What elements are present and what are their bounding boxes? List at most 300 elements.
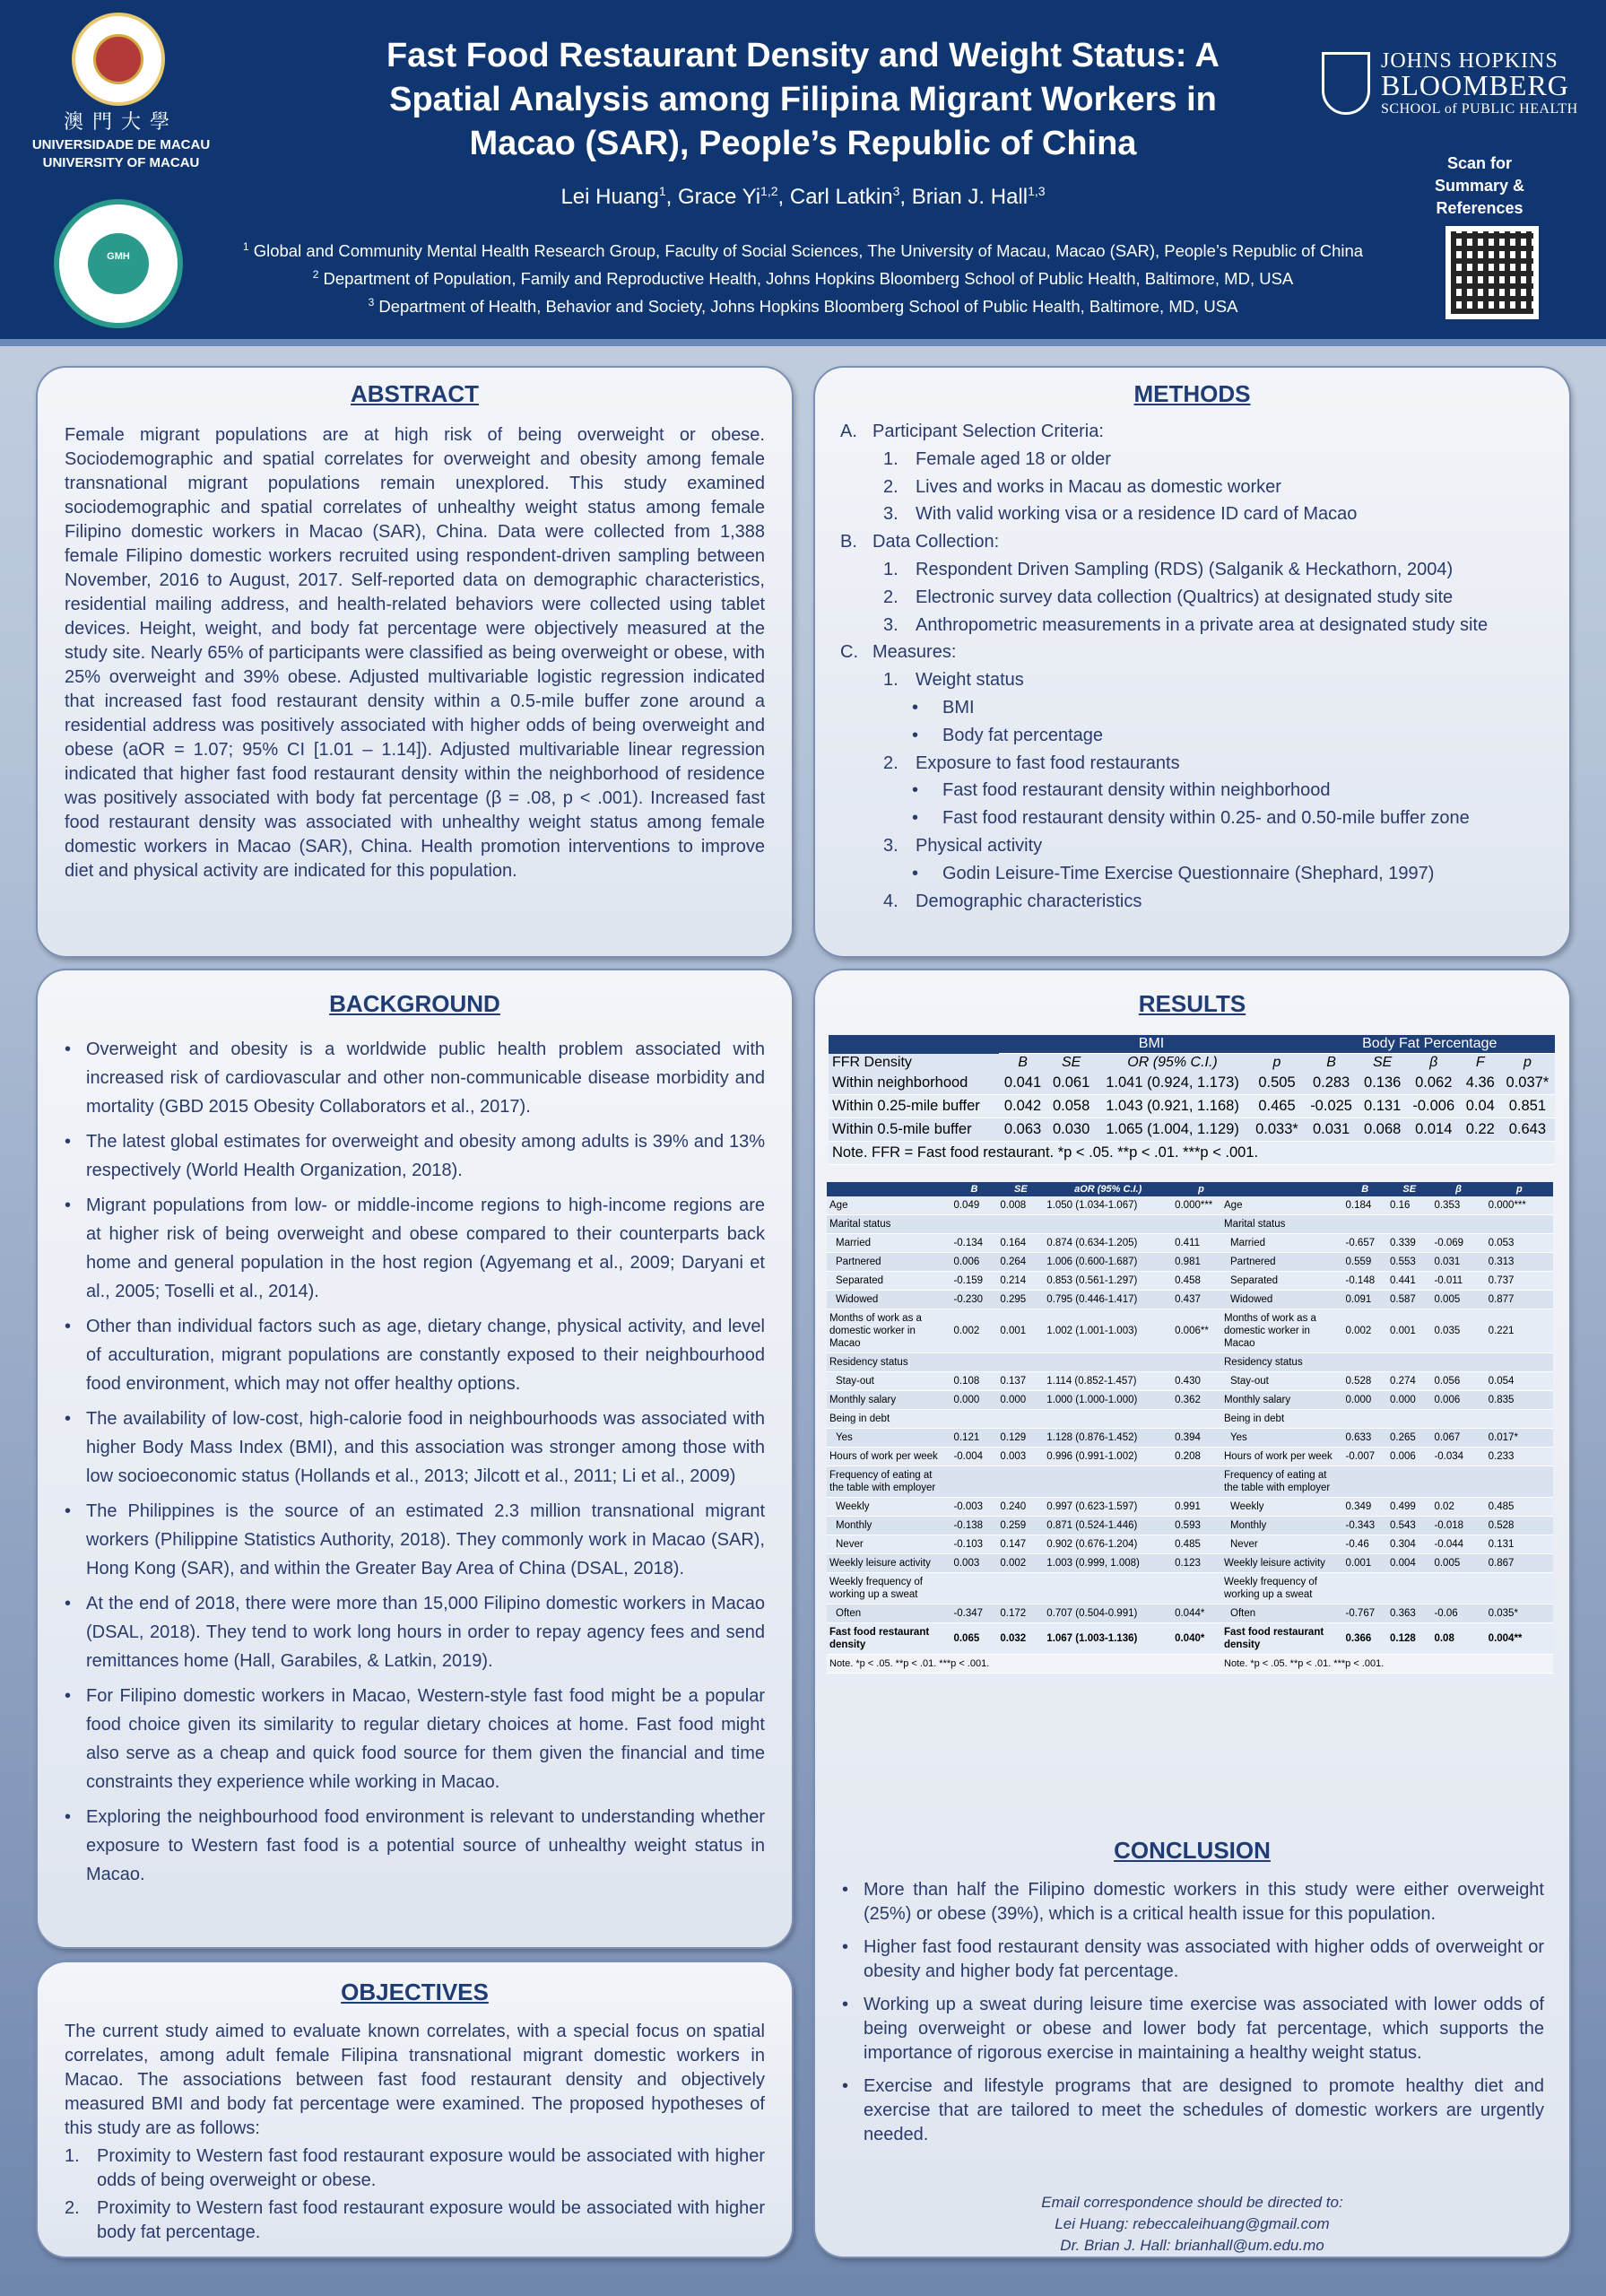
- table-cell: 0.430: [1172, 1372, 1230, 1391]
- table-cell: Monthly: [1221, 1517, 1343, 1535]
- table-cell: 0.006**: [1172, 1309, 1230, 1353]
- table-cell: 0.001: [1343, 1554, 1387, 1573]
- table-cell: -0.004: [951, 1448, 997, 1466]
- affiliation: [206, 291, 1400, 318]
- table-cell: 0.068: [1359, 1118, 1407, 1142]
- table-cell: 0.553: [1387, 1253, 1431, 1272]
- table-cell: 0.003: [951, 1554, 997, 1573]
- conclusion-bullet: • More than half the Filipino domestic workers in this study were either overweight (25%) or obese (39%), which is a critical health issue for this population.: [840, 1878, 1544, 1926]
- table-row: [827, 1272, 1230, 1291]
- hypothesis-item: [65, 2196, 765, 2245]
- author-name: Lei Huang: [560, 185, 659, 209]
- table-cell: [997, 1573, 1044, 1605]
- table-cell: [1486, 1573, 1553, 1605]
- table-cell: [1044, 1466, 1172, 1498]
- table-row: [1221, 1573, 1553, 1605]
- table-cell: -0.006: [1407, 1095, 1461, 1118]
- table-header-cell: FFR Density: [829, 1054, 999, 1073]
- table-cell: -0.003: [951, 1498, 997, 1517]
- table-cell: 0.137: [997, 1372, 1044, 1391]
- table-row: [1221, 1309, 1553, 1353]
- methods-item-text: Exposure to fast food restaurants: [916, 752, 1180, 773]
- table-cell: 0.737: [1486, 1272, 1553, 1291]
- affiliation: [206, 235, 1400, 263]
- table-row: [1221, 1517, 1553, 1535]
- table-cell: [1387, 1573, 1431, 1605]
- table-cell: Marital status: [827, 1215, 951, 1234]
- table-cell: Age: [827, 1196, 951, 1215]
- methods-item: [840, 556, 1551, 584]
- table-note: Note. *p < .05. **p < .01. ***p < .001.: [1221, 1655, 1553, 1674]
- table-cell: 0.366: [1343, 1623, 1387, 1655]
- table-cell: Fast food restaurant density: [827, 1623, 951, 1655]
- table-cell: 0.902 (0.676-1.204): [1044, 1535, 1172, 1554]
- table-note-row: [829, 1142, 1555, 1165]
- table-cell: 0.128: [1387, 1623, 1431, 1655]
- table-cell: 0.349: [1343, 1498, 1387, 1517]
- table-row: [829, 1118, 1555, 1142]
- table-cell: Separated: [827, 1272, 951, 1291]
- table-cell: [1387, 1410, 1431, 1429]
- affiliation-text: Department of Health, Behavior and Society, Johns Hopkins Bloomberg School of Public Health, Baltimore, MD, USA: [378, 297, 1238, 317]
- table-cell: 0.633: [1343, 1429, 1387, 1448]
- table-header-cell: SE: [1047, 1054, 1096, 1073]
- table-row: [1221, 1623, 1553, 1655]
- table-cell: 0.006: [951, 1253, 997, 1272]
- table-cell: 0.017*: [1486, 1429, 1553, 1448]
- table-cell: -0.343: [1343, 1517, 1387, 1535]
- body-fat-regression-table: [1221, 1182, 1553, 1674]
- table-cell: 0.123: [1172, 1554, 1230, 1573]
- table-cell: [1431, 1573, 1485, 1605]
- table-cell: 0.437: [1172, 1291, 1230, 1309]
- table-cell: 1.041 (0.924, 1.173): [1096, 1072, 1250, 1095]
- methods-item-text: Weight status: [916, 670, 1024, 691]
- table-cell: Within neighborhood: [829, 1072, 999, 1095]
- table-row: [827, 1291, 1230, 1309]
- table-cell: 0.147: [997, 1535, 1044, 1554]
- table-cell: 0.131: [1359, 1095, 1407, 1118]
- table-cell: Months of work as a domestic worker in Macao: [827, 1309, 951, 1353]
- table-cell: 0.000: [997, 1391, 1044, 1410]
- table-cell: 0.795 (0.446-1.417): [1044, 1291, 1172, 1309]
- methods-item-text: With valid working visa or a residence ID card of Macao: [916, 504, 1358, 525]
- conclusion-bullet: • Higher fast food restaurant density was associated with higher odds of overweight or obesity and higher body fat percentage.: [840, 1935, 1544, 1984]
- table-cell: [997, 1410, 1044, 1429]
- table-header-row: [1221, 1182, 1553, 1196]
- methods-item-marker: 3.: [883, 835, 898, 856]
- table-note: Note. FFR = Fast food restaurant. *p < .05. **p < .01. ***p < .001.: [829, 1142, 1555, 1165]
- table-header-cell: p: [1249, 1054, 1304, 1073]
- table-cell: -0.134: [951, 1234, 997, 1253]
- author-affiliation-marker: 3: [892, 184, 900, 198]
- scan-prompt: Scan for Summary & References: [1434, 154, 1525, 217]
- table-cell: 0.032: [997, 1623, 1044, 1655]
- objectives-panel: [36, 1961, 794, 2258]
- table-cell: [1044, 1573, 1172, 1605]
- table-cell: [1387, 1353, 1431, 1372]
- table-cell: [1486, 1353, 1553, 1372]
- background-bullet: • Migrant populations from low- or middle-income regions to high-income regions are at higher risk of being overweight and obese compared to their counterparts back home and general population in the host region (Agyemang et al., 2009; Daryani et al., 2005; Toselli et al., 2014).: [63, 1191, 765, 1306]
- table-cell: 0.16: [1387, 1196, 1431, 1215]
- methods-item: [840, 832, 1551, 860]
- table-row: [827, 1353, 1230, 1372]
- table-header-cell: p: [1486, 1182, 1553, 1196]
- table-row: [1221, 1215, 1553, 1234]
- affiliation: [206, 263, 1400, 291]
- methods-item-marker: •: [912, 725, 919, 745]
- table-cell: 0.997 (0.623-1.597): [1044, 1498, 1172, 1517]
- table-note: Note. *p < .05. **p < .01. ***p < .001.: [827, 1655, 1230, 1674]
- table-cell: 4.36: [1461, 1072, 1500, 1095]
- table-cell: 0.313: [1486, 1253, 1553, 1272]
- table-row: [827, 1391, 1230, 1410]
- table-row: [1221, 1410, 1553, 1429]
- table-row: [1221, 1391, 1553, 1410]
- table-cell: [1343, 1466, 1387, 1498]
- table-cell: -0.347: [951, 1605, 997, 1623]
- bmi-group-header: BMI: [999, 1035, 1305, 1054]
- table-header-row: [829, 1054, 1555, 1073]
- table-cell: 0.014: [1407, 1118, 1461, 1142]
- table-cell: 0.005: [1431, 1291, 1485, 1309]
- table-cell: 0.485: [1172, 1535, 1230, 1554]
- table-cell: 0.063: [999, 1118, 1047, 1142]
- table-cell: 0.867: [1486, 1554, 1553, 1573]
- table-cell: 0.274: [1387, 1372, 1431, 1391]
- author-name: Grace Yi: [678, 185, 761, 209]
- table-cell: 0.056: [1431, 1372, 1485, 1391]
- table-cell: 0.002: [951, 1309, 997, 1353]
- hypotheses-list: [65, 2144, 765, 2245]
- table-cell: 0.485: [1486, 1498, 1553, 1517]
- methods-item-marker: B.: [840, 532, 857, 552]
- methods-item-marker: 1.: [883, 448, 898, 469]
- table-row: [1221, 1466, 1553, 1498]
- abstract-text: Female migrant populations are at high risk of being overweight or obese. Sociodemographic and spatial correlates for overweight and obesity among female transnational migrant populations remain unexplored. This study examined sociodemographic and spatial correlates of unhealthy weight status among female Filipino domestic workers in Macao (SAR), China. Data were collected from 1,388 female Filipino domestic workers recruited using respondent-driven sampling between November, 2016 to August, 2017. Self-reported data on demographic characteristics, residential mailing address, and health-related behaviors were collected using tablet devices. Height, weight, and body fat percentage were objectively measured at the study site. Nearly 65% of participants were classified as being overweight or obese, with 25% overweight and 39% obese. Adjusted multivariable logistic regression indicated that increased fast food restaurant density within a 0.5-mile buffer zone around a residential address was positively associated with higher odds of being overweight and obese (aOR = 1.07; 95% CI [1.01 – 1.14]). Adjusted multivariable linear regression indicated that higher fast food restaurant density within the neighborhood of residence was positively associated with body fat percentage (β = .08, p < .001). Increased fast food restaurant density was associated with unhealthy weight status among female domestic workers in Macao (SAR), China. Health promotion interventions to improve diet and physical activity are indicated for this population.: [65, 425, 765, 881]
- methods-item: [840, 418, 1551, 446]
- table-cell: Monthly salary: [1221, 1391, 1343, 1410]
- table-cell: 0.062: [1407, 1072, 1461, 1095]
- author-list: Lei Huang$^1$, Grace Yi$^{1,2}$, Carl Latkin$^3$, Brian J. Hall$^{1,3}$: [560, 184, 1046, 209]
- table-cell: Often: [1221, 1605, 1343, 1623]
- table-row: [1221, 1353, 1553, 1372]
- methods-item: [840, 528, 1551, 556]
- table-cell: 0.002: [997, 1554, 1044, 1573]
- table-row: [1221, 1272, 1553, 1291]
- table-cell: 0.528: [1486, 1517, 1553, 1535]
- table-header-cell: [827, 1182, 951, 1196]
- table-cell: 0.02: [1431, 1498, 1485, 1517]
- author-name: Carl Latkin: [789, 185, 893, 209]
- methods-item: [840, 474, 1551, 501]
- table-row: [827, 1253, 1230, 1272]
- author-affiliation-marker: 1,2: [760, 184, 778, 198]
- table-cell: 1.050 (1.034-1.067): [1044, 1196, 1172, 1215]
- methods-item-text: Godin Leisure-Time Exercise Questionnaire (Shephard, 1997): [942, 863, 1435, 883]
- table-cell: Stay-out: [1221, 1372, 1343, 1391]
- background-bullet: • The Philippines is the source of an estimated 2.3 million transnational migrant workers (Philippine Statistics Authority, 2018). They commonly work in Macao (SAR), Hong Kong (SAR), and within the Greater Bay Area of China (DSAL, 2018).: [63, 1497, 765, 1583]
- table-row: [1221, 1196, 1553, 1215]
- table-cell: 0.164: [997, 1234, 1044, 1253]
- ffr-density-table: [829, 1035, 1555, 1165]
- table-note-row: [1221, 1655, 1553, 1674]
- table-cell: 0.041: [999, 1072, 1047, 1095]
- table-header-cell: β: [1431, 1182, 1485, 1196]
- author-affiliation-marker: 1,3: [1028, 184, 1046, 198]
- table-cell: 0.044*: [1172, 1605, 1230, 1623]
- author-affiliation-marker: 1: [658, 184, 666, 198]
- abstract-title: ABSTRACT: [351, 380, 479, 407]
- table-cell: 0.035: [1431, 1309, 1485, 1353]
- table-cell: 0.031: [1305, 1118, 1359, 1142]
- table-cell: 0.000: [1387, 1391, 1431, 1410]
- methods-item-text: Measures:: [872, 642, 957, 663]
- methods-item: [840, 500, 1551, 528]
- methods-item-text: BMI: [942, 697, 975, 718]
- table-cell: 0.458: [1172, 1272, 1230, 1291]
- table-cell: Stay-out: [827, 1372, 951, 1391]
- table-cell: 1.114 (0.852-1.457): [1044, 1372, 1172, 1391]
- methods-item-marker: 2.: [883, 752, 898, 773]
- table-cell: 0.283: [1305, 1072, 1359, 1095]
- table-cell: [1431, 1215, 1485, 1234]
- table-cell: 0.005: [1431, 1554, 1485, 1573]
- table-cell: [1387, 1466, 1431, 1498]
- table-cell: -0.06: [1431, 1605, 1485, 1623]
- table-cell: -0.230: [951, 1291, 997, 1309]
- table-cell: 0.121: [951, 1429, 997, 1448]
- table-header-cell: [1221, 1182, 1343, 1196]
- table-group-header-row: [829, 1035, 1555, 1054]
- table-cell: 0.853 (0.561-1.297): [1044, 1272, 1172, 1291]
- table-row: [827, 1517, 1230, 1535]
- table-row: [827, 1429, 1230, 1448]
- table-cell: 0.004: [1387, 1554, 1431, 1573]
- methods-title: METHODS: [1133, 380, 1251, 407]
- table-cell: 0.208: [1172, 1448, 1230, 1466]
- methods-item-marker: A.: [840, 422, 857, 441]
- table-cell: Monthly: [827, 1517, 951, 1535]
- table-cell: Widowed: [1221, 1291, 1343, 1309]
- gmh-research-group-seal-icon: GMH: [54, 199, 183, 328]
- table-cell: 0.091: [1343, 1291, 1387, 1309]
- table-cell: 0.002: [1343, 1309, 1387, 1353]
- methods-item: [840, 888, 1551, 916]
- table-cell: 1.006 (0.600-1.687): [1044, 1253, 1172, 1272]
- methods-item: [840, 666, 1551, 694]
- table-cell: 0.131: [1486, 1535, 1553, 1554]
- table-cell: [997, 1466, 1044, 1498]
- table-row: [827, 1448, 1230, 1466]
- email-correspondence: Email correspondence should be directed to: Lei Huang: rebeccaleihuang@gmail.com Dr. Brian J. Hall: brianhall@um.edu.mo: [1041, 2194, 1343, 2254]
- table-cell: Within 0.5-mile buffer: [829, 1118, 999, 1142]
- table-cell: Age: [1221, 1196, 1343, 1215]
- table-cell: 0.362: [1172, 1391, 1230, 1410]
- affiliation-marker: 3: [368, 296, 375, 309]
- table-header-cell: B: [1343, 1182, 1387, 1196]
- background-bullet: • The latest global estimates for overweight and obesity among adults is 39% and 13% respectively (World Health Organization, 2018).: [63, 1127, 765, 1185]
- methods-item-marker: 3.: [883, 504, 898, 525]
- table-cell: 0.264: [997, 1253, 1044, 1272]
- table-cell: -0.007: [1343, 1448, 1387, 1466]
- table-cell: 0.035*: [1486, 1605, 1553, 1623]
- table-cell: 0.22: [1461, 1118, 1500, 1142]
- table-cell: 1.003 (0.999, 1.008): [1044, 1554, 1172, 1573]
- table-cell: 0.233: [1486, 1448, 1553, 1466]
- table-header-cell: p: [1500, 1054, 1555, 1073]
- methods-item-marker: •: [912, 863, 919, 883]
- table-cell: [1343, 1573, 1387, 1605]
- table-cell: 1.043 (0.921, 1.168): [1096, 1095, 1250, 1118]
- table-cell: Residency status: [827, 1353, 951, 1372]
- hypothesis-item: [65, 2144, 765, 2193]
- table-cell: Hours of work per week: [827, 1448, 951, 1466]
- methods-panel: [813, 366, 1571, 958]
- table-cell: 1.000 (1.000-1.000): [1044, 1391, 1172, 1410]
- table-row: [1221, 1429, 1553, 1448]
- hypothesis-marker: 2.: [65, 2198, 80, 2218]
- table-cell: [1431, 1466, 1485, 1498]
- table-row: [1221, 1554, 1553, 1573]
- table-cell: Married: [827, 1234, 951, 1253]
- table-cell: 0.304: [1387, 1535, 1431, 1554]
- table-cell: [1431, 1410, 1485, 1429]
- poster-header: [0, 0, 1606, 339]
- table-cell: 0.001: [1387, 1309, 1431, 1353]
- background-bullet: • The availability of low-cost, high-calorie food in neighbourhoods was associated with higher Body Mass Index (BMI), and this association was stronger among those with low socioeconomic status (Hollands et al., 2013; Jilcott et al., 2011; Li et al., 2009): [63, 1405, 765, 1491]
- methods-item-text: Data Collection:: [872, 532, 1000, 552]
- table-cell: 0.000: [951, 1391, 997, 1410]
- table-cell: Weekly frequency of working up a sweat: [1221, 1573, 1343, 1605]
- table-cell: [997, 1215, 1044, 1234]
- table-cell: 0.851: [1500, 1095, 1555, 1118]
- table-cell: 0.214: [997, 1272, 1044, 1291]
- table-cell: Never: [827, 1535, 951, 1554]
- table-row: [827, 1623, 1230, 1655]
- table-header-cell: [829, 1035, 999, 1054]
- background-bullet: • At the end of 2018, there were more than 15,000 Filipino domestic workers in Macao (DSAL, 2018). They tend to work long hours in order to repay agency fees and send remittances home (Hall, Garabiles, & Latkin, 2019).: [63, 1589, 765, 1675]
- methods-item: [840, 694, 1551, 722]
- background-title: BACKGROUND: [329, 990, 500, 1017]
- table-cell: 0.835: [1486, 1391, 1553, 1410]
- conclusion-bullet: • Exercise and lifestyle programs that are designed to promote healthy diet and exercise that are tailored to meet the schedules of domestic workers are urgently needed.: [840, 2074, 1544, 2147]
- table-cell: [1343, 1410, 1387, 1429]
- table-cell: Frequency of eating at the table with employer: [1221, 1466, 1343, 1498]
- background-panel: [36, 969, 794, 1949]
- table-cell: 0.353: [1431, 1196, 1485, 1215]
- table-cell: 0.054: [1486, 1372, 1553, 1391]
- table-cell: 0.001: [997, 1309, 1044, 1353]
- table-cell: [1044, 1353, 1172, 1372]
- table-note-row: [827, 1655, 1230, 1674]
- table-cell: 0.004**: [1486, 1623, 1553, 1655]
- methods-item-marker: 3.: [883, 614, 898, 635]
- table-cell: Frequency of eating at the table with employer: [827, 1466, 951, 1498]
- johns-hopkins-shield-icon: [1322, 52, 1370, 115]
- table-cell: Weekly: [1221, 1498, 1343, 1517]
- table-cell: Being in debt: [827, 1410, 951, 1429]
- table-cell: 0.411: [1172, 1234, 1230, 1253]
- table-row: [827, 1215, 1230, 1234]
- methods-item-marker: 1.: [883, 559, 898, 579]
- table-cell: 0.441: [1387, 1272, 1431, 1291]
- table-cell: 0.108: [951, 1372, 997, 1391]
- table-cell: 1.128 (0.876-1.452): [1044, 1429, 1172, 1448]
- table-cell: 0.265: [1387, 1429, 1431, 1448]
- methods-item: [840, 750, 1551, 778]
- table-cell: [1044, 1410, 1172, 1429]
- table-header-cell: β: [1407, 1054, 1461, 1073]
- table-cell: 0.053: [1486, 1234, 1553, 1253]
- methods-item-marker: 4.: [883, 891, 898, 911]
- qr-code-icon[interactable]: [1445, 226, 1539, 319]
- table-cell: -0.025: [1305, 1095, 1359, 1118]
- table-cell: -0.138: [951, 1517, 997, 1535]
- table-cell: -0.159: [951, 1272, 997, 1291]
- affiliation-text: Global and Community Mental Health Research Group, Faculty of Social Sciences, The University of Macau, Macao (SAR), People’s Republic of China: [253, 241, 1364, 261]
- table-cell: Partnered: [827, 1253, 951, 1272]
- methods-item-text: Physical activity: [916, 835, 1043, 856]
- table-cell: 0.129: [997, 1429, 1044, 1448]
- methods-item-text: Fast food restaurant density within neighborhood: [942, 780, 1331, 801]
- methods-item-marker: C.: [840, 642, 858, 663]
- table-cell: 0.528: [1343, 1372, 1387, 1391]
- methods-item: [840, 612, 1551, 639]
- table-row: [827, 1309, 1230, 1353]
- table-cell: 0.030: [1047, 1118, 1096, 1142]
- table-cell: Being in debt: [1221, 1410, 1343, 1429]
- table-cell: [1343, 1215, 1387, 1234]
- background-bullet: • Other than individual factors such as age, dietary change, physical activity, and level of acculturation, migrant populations are constantly exposed to their neighbourhood food environment, which may not offer healthy options.: [63, 1312, 765, 1398]
- table-cell: 0.067: [1431, 1429, 1485, 1448]
- table-row: [827, 1554, 1230, 1573]
- methods-item: [840, 584, 1551, 612]
- table-header-cell: B: [1305, 1054, 1359, 1073]
- table-cell: Within 0.25-mile buffer: [829, 1095, 999, 1118]
- table-header-cell: SE: [1387, 1182, 1431, 1196]
- table-cell: 1.002 (1.001-1.003): [1044, 1309, 1172, 1353]
- table-cell: 0.871 (0.524-1.446): [1044, 1517, 1172, 1535]
- table-cell: 0.991: [1172, 1498, 1230, 1517]
- table-cell: 0.040*: [1172, 1623, 1230, 1655]
- table-cell: 0.172: [997, 1605, 1044, 1623]
- table-cell: -0.46: [1343, 1535, 1387, 1554]
- table-cell: 0.065: [951, 1623, 997, 1655]
- table-cell: Never: [1221, 1535, 1343, 1554]
- conclusion-title: CONCLUSION: [1114, 1837, 1271, 1864]
- table-cell: Weekly leisure activity: [1221, 1554, 1343, 1573]
- table-cell: [951, 1573, 997, 1605]
- table-row: [1221, 1605, 1553, 1623]
- table-header-cell: B: [951, 1182, 997, 1196]
- table-cell: 0.08: [1431, 1623, 1485, 1655]
- table-cell: 0.061: [1047, 1072, 1096, 1095]
- table-cell: -0.069: [1431, 1234, 1485, 1253]
- table-row: [1221, 1291, 1553, 1309]
- table-cell: 0.006: [1387, 1448, 1431, 1466]
- table-row: [1221, 1234, 1553, 1253]
- bmi-regression-table: [827, 1182, 1230, 1674]
- affiliation-marker: 2: [312, 268, 319, 282]
- table-cell: 0.707 (0.504-0.991): [1044, 1605, 1172, 1623]
- table-cell: 0.136: [1359, 1072, 1407, 1095]
- table-cell: 0.295: [997, 1291, 1044, 1309]
- methods-item-text: Lives and works in Macau as domestic worker: [916, 476, 1281, 497]
- table-cell: Often: [827, 1605, 951, 1623]
- background-list: [63, 1035, 765, 1895]
- table-cell: [951, 1215, 997, 1234]
